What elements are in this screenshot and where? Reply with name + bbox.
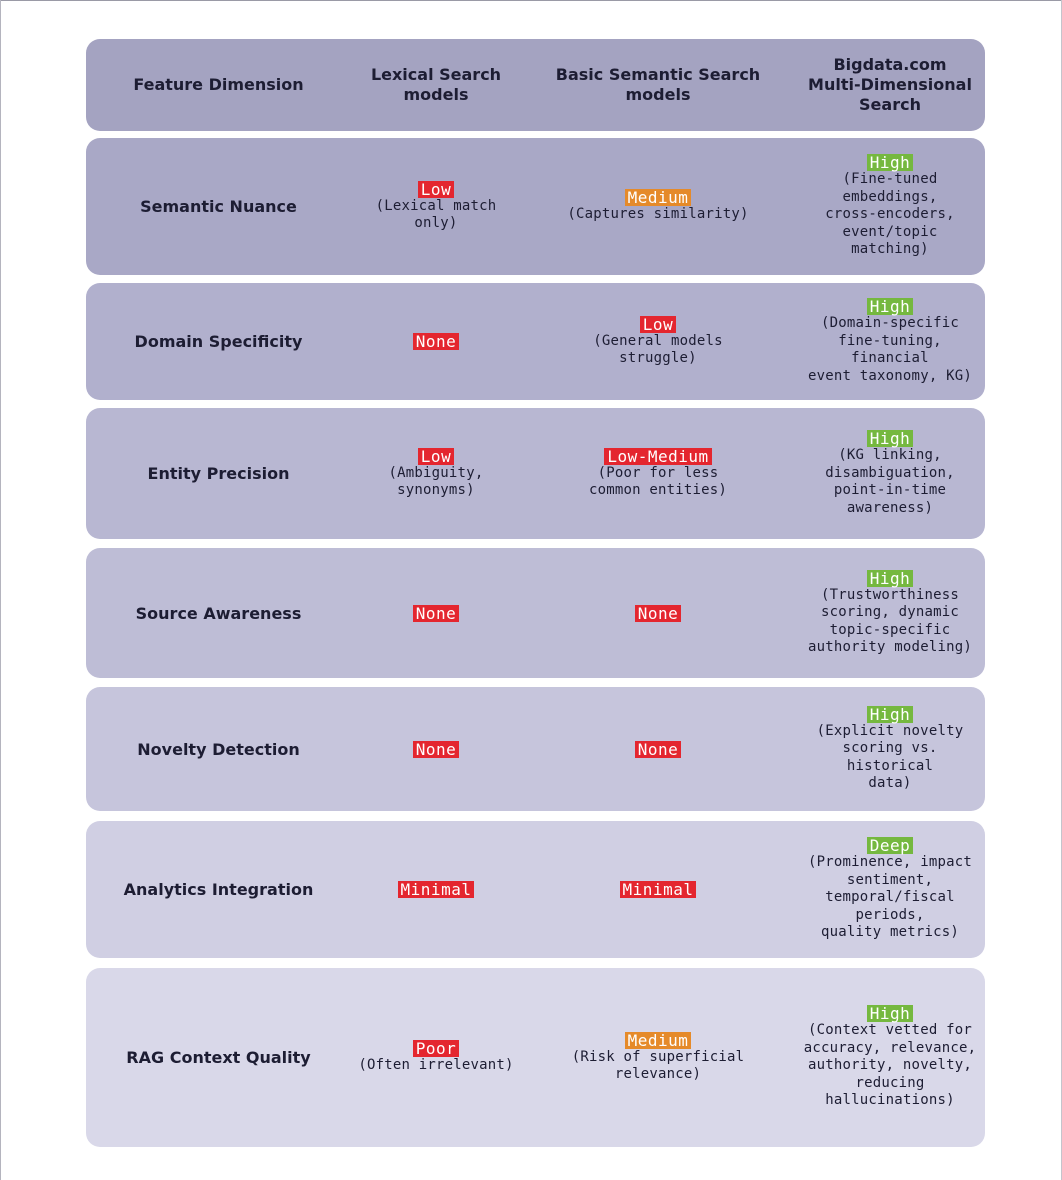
- rating-note: (Risk of superficial: [571, 1048, 745, 1065]
- table-row: [86, 548, 985, 678]
- header-cell-feature: [86, 75, 351, 95]
- rating-note: embeddings,: [842, 188, 938, 205]
- bigdata-cell: [795, 430, 985, 517]
- bigdata-cell: [795, 298, 985, 385]
- rating-note: (Captures similarity): [567, 206, 749, 223]
- rating-note: accuracy, relevance,: [803, 1039, 977, 1056]
- rating-note: (KG linking,: [838, 447, 942, 463]
- rating-badge: Poor: [413, 1040, 460, 1057]
- bigdata-cell: [795, 837, 985, 942]
- rating-note: (Prominence, impact: [808, 854, 972, 871]
- rating-badge: High: [867, 154, 914, 171]
- rating-note: relevance): [614, 1066, 702, 1082]
- header-feature-dimension: Feature Dimension: [133, 75, 304, 94]
- header-semantic-line1: Basic Semantic Search: [555, 65, 761, 84]
- rating-badge: Low: [418, 181, 454, 198]
- rating-note: synonyms): [397, 482, 475, 498]
- rating-note: reducing hallucinations): [825, 1074, 955, 1109]
- rating-badge: None: [413, 333, 460, 350]
- feature-label: Domain Specificity: [134, 332, 303, 351]
- semantic-cell: [521, 189, 795, 224]
- feature-cell: [86, 1048, 351, 1067]
- feature-cell: [86, 604, 351, 623]
- lexical-cell: [351, 181, 521, 233]
- rating-note: scoring, dynamic: [820, 604, 960, 620]
- rating-badge: High: [867, 430, 914, 447]
- header-bigdata-line1: Bigdata.com: [833, 55, 947, 74]
- rating-note: scoring vs. historical: [842, 740, 938, 774]
- lexical-cell: [351, 741, 521, 758]
- rating-badge: Medium: [625, 1032, 692, 1049]
- feature-cell: [86, 740, 351, 759]
- feature-cell: [86, 332, 351, 351]
- table-row: [86, 283, 985, 400]
- lexical-cell: [351, 448, 521, 500]
- lexical-cell: [351, 1040, 521, 1075]
- rating-note: cross-encoders,: [825, 206, 955, 223]
- rating-note: (General models: [593, 332, 723, 349]
- rating-note: temporal/fiscal periods,: [825, 889, 955, 923]
- bigdata-cell: [795, 1005, 985, 1110]
- rating-note: matching): [851, 241, 929, 258]
- header-row: [86, 39, 985, 131]
- rating-badge: Low: [418, 448, 454, 465]
- header-cell-bigdata: [795, 55, 985, 115]
- rating-badge: None: [413, 605, 460, 622]
- rating-badge: Minimal: [398, 881, 475, 898]
- feature-cell: [86, 880, 351, 899]
- header-bigdata-line2: Multi-Dimensional: [808, 75, 972, 94]
- feature-label: Entity Precision: [147, 464, 290, 483]
- rating-note: topic-specific: [829, 621, 951, 638]
- bigdata-cell: [795, 154, 985, 259]
- rating-note: point-in-time: [833, 482, 947, 498]
- rating-badge: High: [867, 298, 914, 315]
- rating-badge: High: [867, 706, 914, 723]
- feature-label: RAG Context Quality: [126, 1048, 311, 1067]
- rating-badge: None: [635, 741, 682, 758]
- lexical-cell: [351, 605, 521, 622]
- feature-cell: [86, 197, 351, 216]
- rating-badge: Low: [640, 316, 676, 333]
- table-row: [86, 968, 985, 1147]
- rating-badge: None: [413, 741, 460, 758]
- rating-note: common entities): [588, 482, 728, 498]
- feature-cell: [86, 464, 351, 483]
- table-row: [86, 138, 985, 275]
- lexical-cell: [351, 333, 521, 350]
- page-frame-left: [0, 0, 1, 1180]
- rating-note: authority, novelty,: [808, 1057, 972, 1074]
- rating-badge: High: [867, 1005, 914, 1022]
- table-row: [86, 687, 985, 811]
- rating-note: event taxonomy, KG): [808, 367, 972, 384]
- rating-badge: Medium: [625, 189, 692, 206]
- semantic-cell: [521, 448, 795, 500]
- header-bigdata-line3: Search: [859, 95, 921, 114]
- rating-note: (Poor for less: [597, 464, 719, 481]
- rating-note: disambiguation,: [825, 464, 955, 481]
- rating-badge: None: [635, 605, 682, 622]
- rating-note: (Trustworthiness: [820, 586, 960, 603]
- rating-note: struggle): [619, 350, 697, 366]
- rating-note: sentiment,: [846, 871, 934, 888]
- rating-note: (Often irrelevant): [358, 1057, 514, 1074]
- rating-note: (Explicit novelty: [816, 722, 964, 739]
- rating-note: fine-tuning, financial: [838, 332, 942, 366]
- rating-note: (Domain-specific: [820, 315, 960, 331]
- feature-label: Source Awareness: [135, 603, 302, 623]
- lexical-cell: [351, 881, 521, 898]
- header-semantic-line2: models: [625, 85, 691, 104]
- rating-note: (Context vetted for: [808, 1022, 972, 1039]
- rating-note: (Lexical match: [375, 197, 497, 214]
- header-cell-semantic: [521, 65, 795, 105]
- rating-badge: Low-Medium: [604, 448, 711, 465]
- semantic-cell: [521, 1032, 795, 1084]
- feature-label: Analytics Integration: [123, 880, 314, 899]
- rating-note: (Fine-tuned: [842, 171, 938, 188]
- semantic-cell: [521, 881, 795, 898]
- feature-label: Novelty Detection: [137, 739, 300, 759]
- feature-label: Semantic Nuance: [140, 197, 297, 216]
- rating-note: only): [414, 215, 458, 231]
- table-row: [86, 821, 985, 958]
- semantic-cell: [521, 316, 795, 368]
- rating-note: (Ambiguity,: [388, 464, 484, 481]
- rating-badge: Deep: [867, 837, 914, 854]
- rating-note: awareness): [846, 499, 934, 516]
- bigdata-cell: [795, 570, 985, 657]
- page-frame-top: [0, 0, 1062, 1]
- semantic-cell: [521, 605, 795, 622]
- header-cell-lexical: [351, 65, 521, 105]
- rating-note: quality metrics): [820, 924, 960, 941]
- table-row: [86, 408, 985, 539]
- rating-note: event/topic: [842, 223, 938, 240]
- rating-badge: High: [867, 570, 914, 587]
- rating-note: authority modeling): [808, 639, 972, 655]
- header-lexical-line2: models: [403, 85, 469, 104]
- bigdata-cell: [795, 706, 985, 793]
- rating-note: data): [868, 775, 912, 791]
- semantic-cell: [521, 741, 795, 758]
- rating-badge: Minimal: [620, 881, 697, 898]
- header-lexical-line1: Lexical Search: [370, 65, 502, 84]
